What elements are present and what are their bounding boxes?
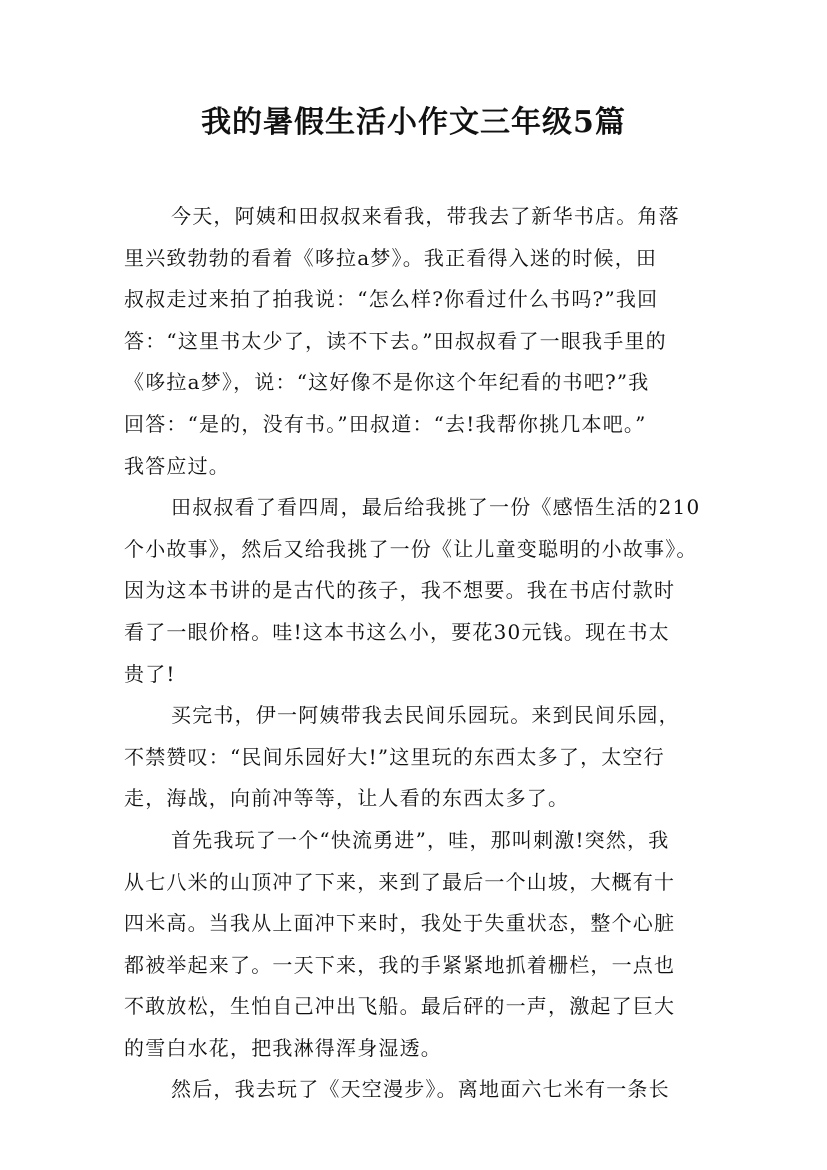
text-line: 里兴致勃勃的看着《哆拉a梦》。我正看得入迷的时候，田 [124, 245, 658, 270]
text-line: 《哆拉a梦》，说：“这好像不是你这个年纪看的书吧?”我 [124, 370, 650, 395]
document-title: 我的暑假生活小作文三年级5篇 [201, 105, 626, 140]
text-line: 不敢放松，生怕自己冲出飞船。最后砰的一声，激起了巨大 [124, 994, 676, 1019]
document-body [124, 196, 724, 1111]
text-line: 从七八米的山顶冲了下来，来到了最后一个山坡，大概有十 [124, 869, 676, 894]
text-line: 的雪白水花，把我淋得浑身湿透。 [124, 1035, 442, 1060]
text-line: 不禁赞叹：“民间乐园好大!”这里玩的东西太多了，太空行 [124, 744, 665, 769]
text-line: 回答：“是的，没有书。”田叔道：“去!我帮你挑几本吧。” [124, 411, 647, 436]
text-line: 看了一眼价格。哇!这本书这么小，要花30元钱。现在书太 [124, 619, 670, 644]
text-line-paragraph-start: 田叔叔看了看四周，最后给我挑了一份《感悟生活的210 [171, 495, 701, 520]
text-line: 都被举起来了。一天下来，我的手紧紧地抓着栅栏，一点也 [124, 952, 676, 977]
text-line: 叔叔走过来拍了拍我说：“怎么样?你看过什么书吗?”我回 [124, 287, 659, 312]
text-line: 个小故事》，然后又给我挑了一份《让儿童变聪明的小故事》。 [124, 536, 698, 561]
text-line-paragraph-start: 买完书，伊一阿姨带我去民间乐园玩。来到民间乐园， [171, 703, 680, 728]
text-line: 走，海战，向前冲等等，让人看的东西太多了。 [124, 786, 570, 811]
text-line: 贵了! [124, 661, 176, 686]
text-line: 四米高。当我从上面冲下来时，我处于失重状态，整个心脏 [124, 911, 676, 936]
text-line-paragraph-start: 首先我玩了一个“快流勇进”，哇，那叫刺激!突然，我 [171, 827, 670, 852]
text-line: 答：“这里书太少了，读不下去。”田叔叔看了一眼我手里的 [124, 328, 667, 353]
text-line-paragraph-start: 然后，我去玩了《天空漫步》。离地面六七米有一条长 [171, 1077, 670, 1102]
text-line: 因为这本书讲的是古代的孩子，我不想要。我在书店付款时 [124, 578, 676, 603]
text-line-paragraph-start: 今天，阿姨和田叔叔来看我，带我去了新华书店。角落 [171, 204, 680, 228]
text-line: 我答应过。 [124, 453, 230, 478]
